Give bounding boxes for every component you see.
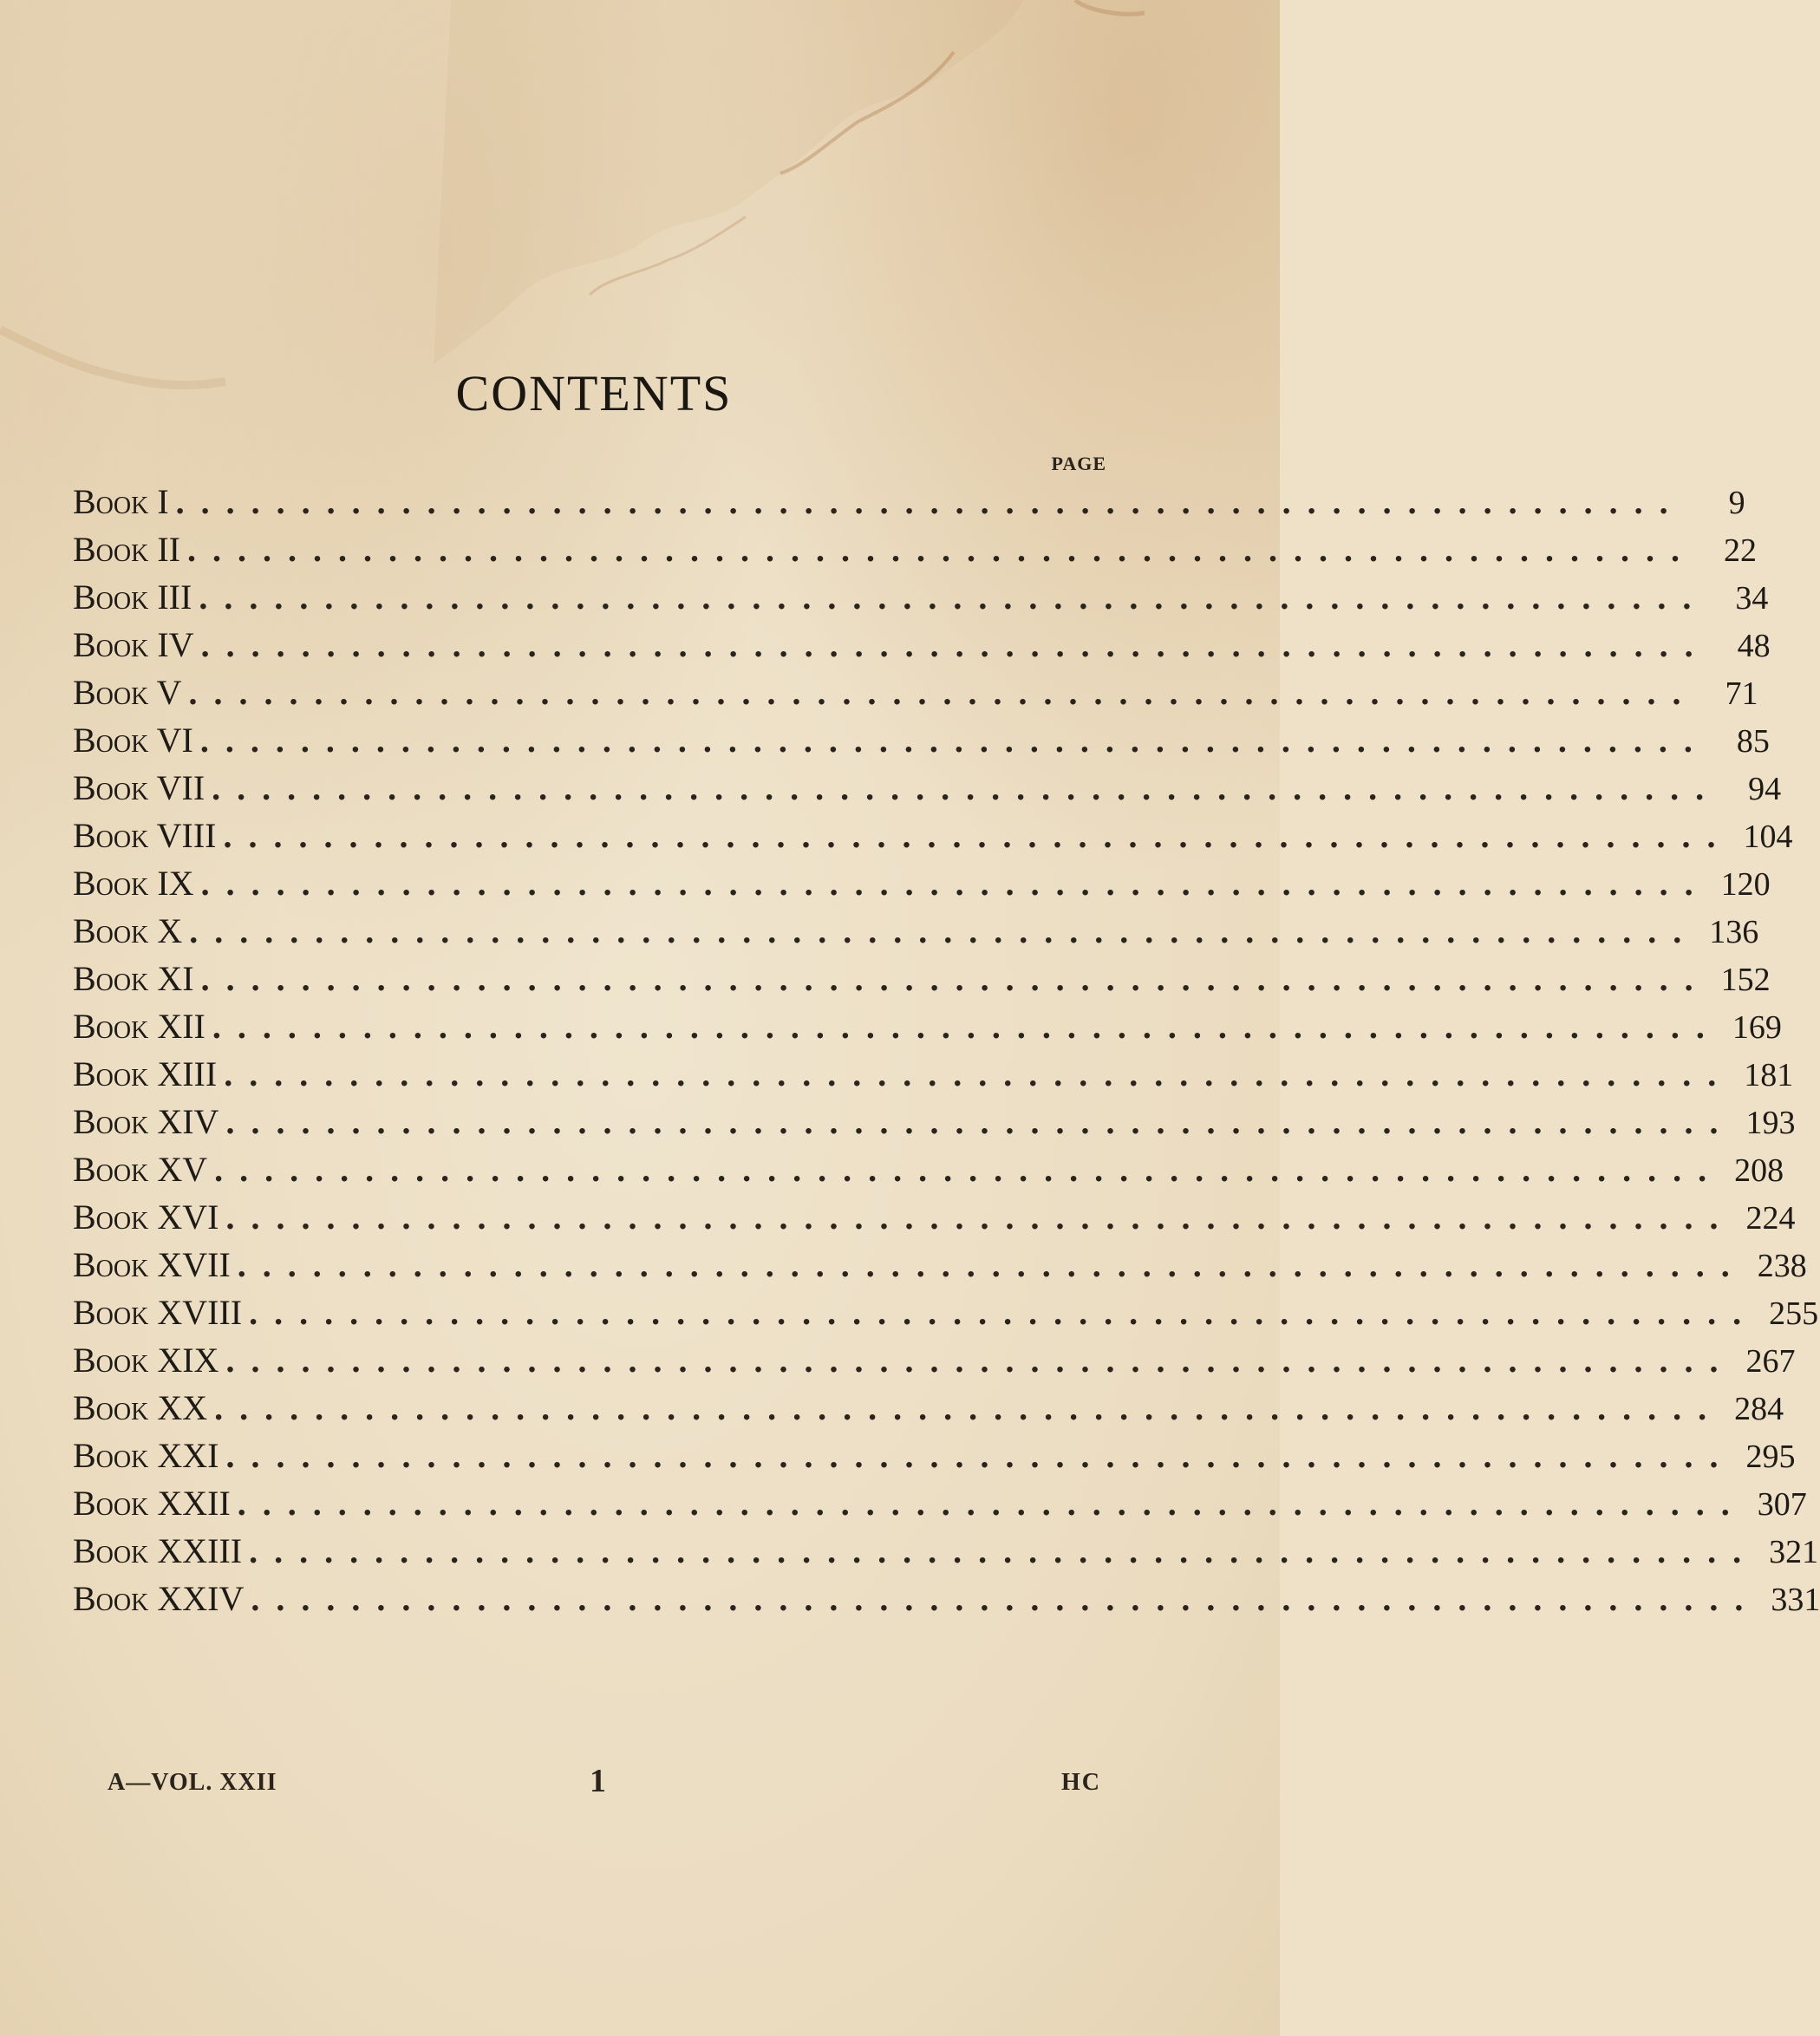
book-word: Book: [73, 721, 149, 760]
toc-entry: [73, 767, 1782, 815]
water-stain: [0, 0, 1280, 520]
toc-entry-page-number: 267: [1745, 1343, 1796, 1380]
book-numeral: II: [157, 530, 180, 569]
toc-entry: [73, 958, 1771, 1006]
toc-entry-title: [73, 863, 194, 904]
book-numeral: XIV: [157, 1102, 219, 1141]
book-numeral: XIX: [157, 1341, 219, 1380]
toc-entry: [73, 863, 1771, 910]
toc-entry: [73, 1483, 1807, 1530]
book-numeral: VIII: [156, 816, 217, 855]
toc-entry-page-number: 238: [1757, 1248, 1807, 1284]
toc-entry: [73, 1292, 1819, 1340]
book-word: Book: [73, 864, 149, 903]
toc-entry-page-number: 104: [1743, 819, 1793, 855]
book-numeral: XVII: [157, 1245, 231, 1284]
book-word: Book: [73, 1341, 149, 1380]
toc-entry-page-number: 85: [1736, 723, 1770, 760]
dot-leader: ............................................................: [225, 1102, 1735, 1141]
toc-entry-title: [73, 815, 216, 856]
book-word: Book: [73, 1579, 149, 1618]
toc-entry: [73, 1387, 1784, 1435]
toc-entry-page-number: 208: [1734, 1152, 1784, 1189]
book-numeral: X: [157, 911, 183, 950]
book-word: Book: [73, 1102, 149, 1141]
book-word: Book: [73, 1484, 149, 1523]
book-word: Book: [73, 1245, 149, 1284]
book-word: Book: [73, 1531, 149, 1570]
book-numeral: XXII: [157, 1484, 231, 1523]
toc-entry-title: [73, 1483, 231, 1524]
toc-entry: [73, 1244, 1807, 1292]
book-numeral: XXIV: [157, 1579, 245, 1618]
book-numeral: XV: [157, 1150, 208, 1189]
toc-entry: [73, 815, 1793, 863]
toc-entry-title: [73, 1149, 207, 1190]
footer-volume: A—VOL. XXII: [108, 1769, 277, 1796]
toc-entry: [73, 1006, 1782, 1054]
toc-entry-page-number: 94: [1748, 771, 1782, 807]
dot-leader: ............................................................: [223, 816, 1732, 855]
toc-entry: [73, 1101, 1796, 1149]
book-word: Book: [73, 482, 149, 521]
toc-entry: [73, 1530, 1819, 1578]
toc-entry-title: [73, 958, 194, 999]
book-numeral: XIII: [157, 1054, 218, 1093]
book-word: Book: [73, 1293, 149, 1332]
toc-entry-title: [73, 1054, 217, 1094]
toc-entry-title: [73, 1101, 219, 1142]
toc-entry: [73, 1578, 1820, 1626]
toc-entry-title: [73, 910, 182, 951]
dot-leader: ............................................................: [251, 1579, 1760, 1618]
dot-leader: ............................................................: [225, 1197, 1735, 1237]
dot-leader: ............................................................: [249, 1293, 1758, 1332]
book-numeral: XXI: [157, 1436, 219, 1475]
toc-entry: [73, 1149, 1784, 1197]
book-numeral: XVIII: [157, 1293, 243, 1332]
dot-leader: ............................................................: [212, 1007, 1721, 1046]
toc-entry-title: [73, 1530, 242, 1571]
toc-entry: [73, 529, 1757, 577]
dot-leader: ............................................................: [237, 1245, 1746, 1284]
book-numeral: XII: [157, 1007, 205, 1046]
toc-entry-page-number: 71: [1725, 675, 1758, 712]
toc-entry-title: [73, 1578, 244, 1619]
book-numeral: I: [157, 482, 169, 521]
toc-entry: [73, 577, 1769, 624]
dot-leader: ............................................................: [225, 1341, 1735, 1380]
toc-entry-title: [73, 1244, 231, 1285]
dot-leader: ............................................................: [200, 864, 1710, 903]
toc-entry-page-number: 284: [1734, 1391, 1784, 1427]
book-numeral: IX: [157, 864, 194, 903]
dot-leader: ............................................................: [224, 1054, 1733, 1093]
toc-entry: [73, 1054, 1794, 1101]
toc-entry-page-number: 224: [1745, 1200, 1796, 1237]
book-numeral: XX: [157, 1388, 208, 1427]
toc-entry-page-number: 295: [1745, 1439, 1796, 1475]
toc-entry-page-number: 331: [1771, 1582, 1820, 1618]
book-word: Book: [73, 530, 149, 569]
toc-entry-title: [73, 1006, 205, 1047]
toc-entry: [73, 1435, 1796, 1483]
toc-entry: [73, 624, 1771, 672]
toc-entry: [73, 1197, 1796, 1244]
book-word: Book: [73, 1197, 149, 1237]
book-word: Book: [73, 1150, 149, 1189]
book-word: Book: [73, 768, 149, 807]
toc-entry: [73, 910, 1759, 958]
dot-leader: ............................................................: [200, 625, 1710, 664]
book-word: Book: [73, 1388, 149, 1427]
toc-entry-title: [73, 529, 180, 570]
toc-entry-title: [73, 481, 169, 522]
toc-entry: [73, 1340, 1796, 1387]
toc-entry-title: [73, 767, 205, 808]
dot-leader: ............................................................: [237, 1484, 1746, 1523]
book-numeral: III: [157, 578, 192, 617]
toc-entry-page-number: 169: [1732, 1009, 1782, 1046]
toc-entry-page-number: 34: [1735, 580, 1769, 617]
toc-entry-title: [73, 1387, 207, 1428]
contents-title: CONTENTS: [455, 365, 733, 421]
toc-entry: [73, 672, 1758, 720]
toc-entry-title: [73, 720, 193, 760]
dot-leader: ............................................................: [212, 768, 1721, 807]
dot-leader: ............................................................: [199, 578, 1708, 617]
toc-entry-page-number: 321: [1769, 1534, 1819, 1570]
book-word: Book: [73, 625, 149, 664]
toc-entry-page-number: 136: [1709, 914, 1759, 950]
dot-leader: ............................................................: [214, 1150, 1724, 1189]
book-numeral: XXIII: [157, 1531, 243, 1570]
book-word: Book: [73, 1007, 149, 1046]
book-word: Book: [73, 578, 149, 617]
toc-entry-title: [73, 624, 194, 665]
dot-leader: ............................................................: [186, 530, 1696, 569]
dot-leader: ............................................................: [199, 721, 1709, 760]
dot-leader: ............................................................: [188, 673, 1698, 712]
book-numeral: XVI: [157, 1197, 219, 1237]
dot-leader: ............................................................: [214, 1388, 1724, 1427]
toc-entry-page-number: 152: [1720, 962, 1771, 998]
page-column-label: PAGE: [1051, 453, 1106, 474]
toc-entry-title: [73, 577, 192, 617]
book-numeral: VI: [156, 721, 193, 760]
toc-entry-page-number: 307: [1757, 1486, 1807, 1523]
toc-entry-page-number: 48: [1737, 628, 1771, 664]
book-word: Book: [73, 1054, 149, 1093]
dot-leader: ............................................................: [189, 911, 1699, 950]
toc-entry-page-number: 193: [1745, 1105, 1796, 1141]
toc-entry-page-number: 22: [1723, 532, 1757, 569]
toc-entry-page-number: 9: [1728, 485, 1745, 521]
book-word: Book: [73, 673, 149, 712]
dot-leader: ............................................................: [225, 1436, 1735, 1475]
book-word: Book: [73, 1436, 149, 1475]
table-of-contents: [73, 481, 1820, 1626]
book-word: Book: [73, 816, 149, 855]
footer-signature-number: 1: [590, 1763, 606, 1799]
dot-leader: ............................................................: [175, 482, 1685, 521]
book-numeral: VII: [156, 768, 205, 807]
book-numeral: XI: [157, 959, 194, 998]
book-word: Book: [73, 911, 149, 950]
book-numeral: V: [156, 673, 182, 712]
toc-entry-page-number: 181: [1744, 1057, 1794, 1093]
dot-leader: ............................................................: [249, 1531, 1758, 1570]
toc-entry-title: [73, 1340, 219, 1380]
toc-entry: [73, 481, 1745, 529]
toc-entry-title: [73, 1292, 242, 1333]
footer-series-mark: HC: [1061, 1769, 1101, 1796]
toc-entry-title: [73, 1197, 219, 1237]
book-numeral: IV: [157, 625, 194, 664]
book-word: Book: [73, 959, 149, 998]
toc-entry-title: [73, 1435, 219, 1476]
toc-entry-page-number: 120: [1720, 866, 1771, 903]
dot-leader: ............................................................: [200, 959, 1710, 998]
toc-entry-title: [73, 672, 182, 713]
toc-entry-page-number: 255: [1769, 1295, 1819, 1332]
toc-entry: [73, 720, 1770, 767]
